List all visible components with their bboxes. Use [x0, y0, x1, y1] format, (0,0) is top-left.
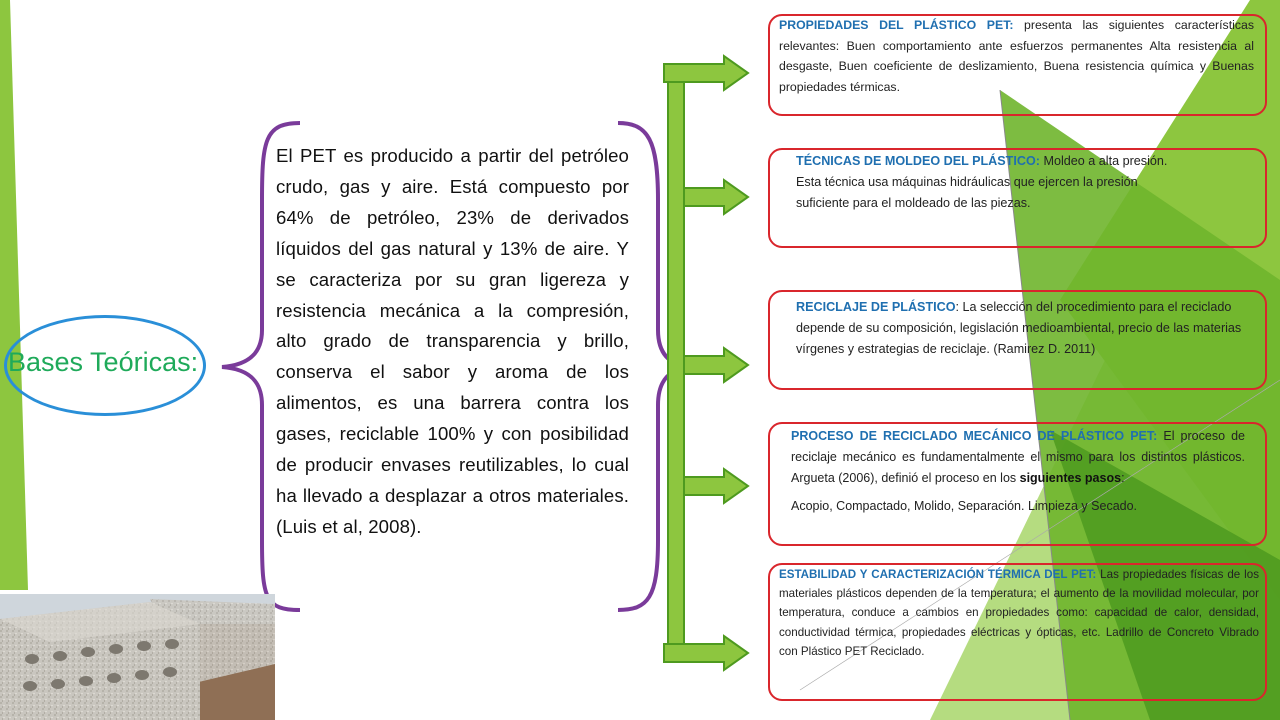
box-tecnicas-heading: TÉCNICAS DE MOLDEO DEL PLÁSTICO:: [796, 154, 1040, 168]
arrow-2: [684, 180, 748, 214]
box-propiedades-body: presenta las siguientes características relevantes: Buen comportamiento ante esfuerzos permanentes Alta resistencia al desgaste, Buen coeficiente de deslizamiento, Buena resistencia química y Buenas propiedades térmicas.: [779, 18, 1254, 94]
box-proceso-emphasis: siguientes pasos: [1019, 470, 1122, 485]
box-proceso-tail: :: [1121, 470, 1125, 485]
diagram-title: Bases Teóricas:: [8, 347, 199, 377]
box-proceso-heading: PROCESO DE RECICLADO MECÁNICO DE PLÁSTICO PET:: [791, 429, 1158, 443]
box-proceso-body: El proceso de reciclaje mecánico es fundamentalmente el mismo para los distintos plásticos. Argueta (2006), definió el proceso en los: [791, 429, 1245, 485]
box-proceso-text: [791, 426, 1245, 517]
box-estabilidad-text: [779, 565, 1259, 661]
arrow-3: [684, 348, 748, 382]
box-propiedades-text: [779, 15, 1254, 97]
box-tecnicas-text: [796, 151, 1180, 214]
box-reciclaje-heading: RECICLAJE DE PLÁSTICO: [796, 300, 956, 314]
box-proceso-steps: Acopio, Compactado, Molido, Separación. Limpieza y Secado.: [791, 499, 1138, 514]
arrow-4: [684, 469, 748, 503]
box-propiedades-heading: PROPIEDADES DEL PLÁSTICO PET:: [779, 18, 1014, 32]
box-estabilidad-heading: ESTABILIDAD Y CARACTERIZACIÓN TÉRMICA DEL PET:: [779, 568, 1097, 581]
left-green-sliver: [0, 0, 28, 590]
box-tecnicas-body: Moldeo a alta presión. Esta técnica usa máquinas hidráulicas que ejercen la presión suficiente para el moldeado de las piezas.: [796, 154, 1168, 210]
box-estabilidad-body: Las propiedades físicas de los materiales plásticos dependen de la temperatura; el aumento de la movilidad molecular, por temperatura, conduce a cambios en propiedades como: capacidad de calor, densidad, conductividad térmica, propiedades eléctricas y ópticas, etc. Ladrillo de Concreto Vibrado con Plástico PET Reciclado.: [779, 568, 1259, 658]
main-description: El PET es producido a partir del petróleo crudo, gas y aire. Está compuesto por 64% de petróleo, 23% de derivados líquidos del gas natural y 13% de aire. Y se caracteriza por su gran ligereza y resistencia mecánica a la compresión, alto grado de transparencia y brillo, conserva el sabor y aroma de los alimentos, es una barrera contra los gases, reciclable 100% y con posibilidad de producir envases reutilizables, lo cual ha llevado a desplazar a otros materiales. (Luis et al, 2008).: [276, 145, 629, 537]
vertical-connector-bar: [668, 64, 684, 658]
box-reciclaje-text: [796, 297, 1246, 359]
box-reciclaje-body: : La selección del procedimiento para el reciclado depende de su composición, legislación medioambiental, precio de las materias vírgenes y estrategias de reciclaje. (Ramirez D. 2011): [796, 300, 1242, 356]
brick-photo: [0, 594, 275, 720]
